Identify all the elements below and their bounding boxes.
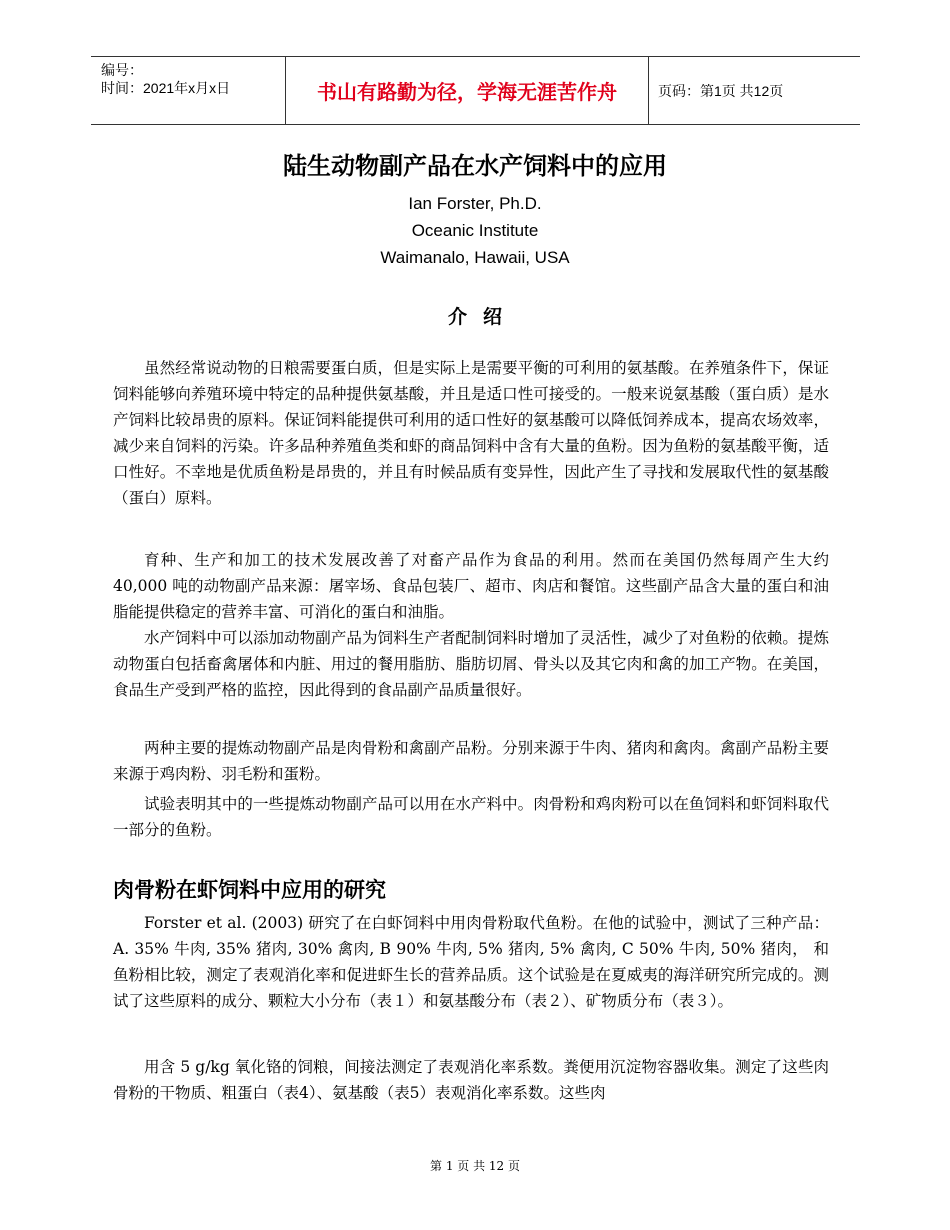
header-meta xyxy=(101,61,230,97)
header-time-label: 时间：2021年x月x日 xyxy=(101,80,231,96)
header-number-label: 编号： xyxy=(101,62,143,78)
section-paragraph-1: Forster et al. (2003) 研究了在白虾饲料中用肉骨粉取代鱼粉。在他的试验中，测试了三种产品：A. 35% 牛肉, 35% 猪肉, 30% 禽肉, B 90% 牛肉, 5% 猪肉, 5% 禽肉, C 50% 牛肉, 50% 猪肉， 和鱼粉相比较，测定了表观消化率和促进虾生长的营养品质。这个试验是在夏威夷的海洋研究所完成的。测试了这些原料的成分、颗粒大小分布（表１）和氨基酸分布（表２）、矿物质分布（表３）。 xyxy=(113,914,829,1010)
intro-paragraph-4: 两种主要的提炼动物副产品是肉骨粉和禽副产品粉。分别来源于牛肉、猪肉和禽肉。禽副产品粉主要来源于鸡肉粉、羽毛粉和蛋粉。 xyxy=(113,739,829,783)
intro-paragraph-3: 水产饲料中可以添加动物副产品为饲料生产者配制饲料时增加了灵活性，减少了对鱼粉的依赖。提炼动物蛋白包括畜禽屠体和内脏、用过的餐用脂肪、脂肪切屑、骨头以及其它肉和禽的加工产物。在美国，食品生产受到严格的监控，因此得到的食品副产品质量很好。 xyxy=(113,629,829,699)
document-title: 陆生动物副产品在水产饲料中的应用 xyxy=(283,152,667,180)
author-name: Ian Forster, Ph.D. xyxy=(408,194,542,213)
author-org: Oceanic Institute xyxy=(411,221,539,240)
intro-heading: 介绍 xyxy=(447,306,518,328)
header-page-label: 页码：第1页 共12页 xyxy=(658,83,784,99)
page-footer: 第 1 页 共 12 页 xyxy=(430,1159,520,1173)
author-location: Waimanalo, Hawaii, USA xyxy=(380,248,570,267)
intro-paragraph-5: 试验表明其中的一些提炼动物副产品可以用在水产料中。肉骨粉和鸡肉粉可以在鱼饲料和虾饲料取代一部分的鱼粉。 xyxy=(113,795,829,839)
intro-paragraph-2: 育种、生产和加工的技术发展改善了对畜产品作为食品的利用。然而在美国仍然每周产生大约40,000 吨的动物副产品来源：屠宰场、食品包装厂、超市、肉店和餐馆。这些副产品含大量的蛋白和油脂能提供稳定的营养丰富、可消化的蛋白和油脂。 xyxy=(113,551,829,621)
section-paragraph-2: 用含 5 g/kg 氧化铬的饲粮，间接法测定了表观消化率系数。粪便用沉淀物容器收集。测定了这些肉骨粉的干物质、粗蛋白（表4）、氨基酸（表5）表观消化率系数。这些肉 xyxy=(113,1058,829,1102)
intro-paragraph-1: 虽然经常说动物的日粮需要蛋白质，但是实际上是需要平衡的可利用的氨基酸。在养殖条件下，保证饲料能够向养殖环境中特定的品种提供氨基酸，并且是适口性可接受的。一般来说氨基酸（蛋白质）是水产饲料比较昂贵的原料。保证饲料能提供可利用的适口性好的氨基酸可以降低饲养成本，提高农场效率，减少来自饲料的污染。许多品种养殖鱼类和虾的商品饲料中含有大量的鱼粉。因为鱼粉的氨基酸平衡，适口性好。不幸地是优质鱼粉是昂贵的，并且有时候品质有变异性，因此产生了寻找和发展取代性的氨基酸（蛋白）原料。 xyxy=(113,359,829,507)
section-heading: 肉骨粉在虾饲料中应用的研究 xyxy=(113,878,386,902)
page-header xyxy=(91,56,860,125)
header-motto: 书山有路勤为径，学海无涯苦作舟 xyxy=(285,57,649,124)
